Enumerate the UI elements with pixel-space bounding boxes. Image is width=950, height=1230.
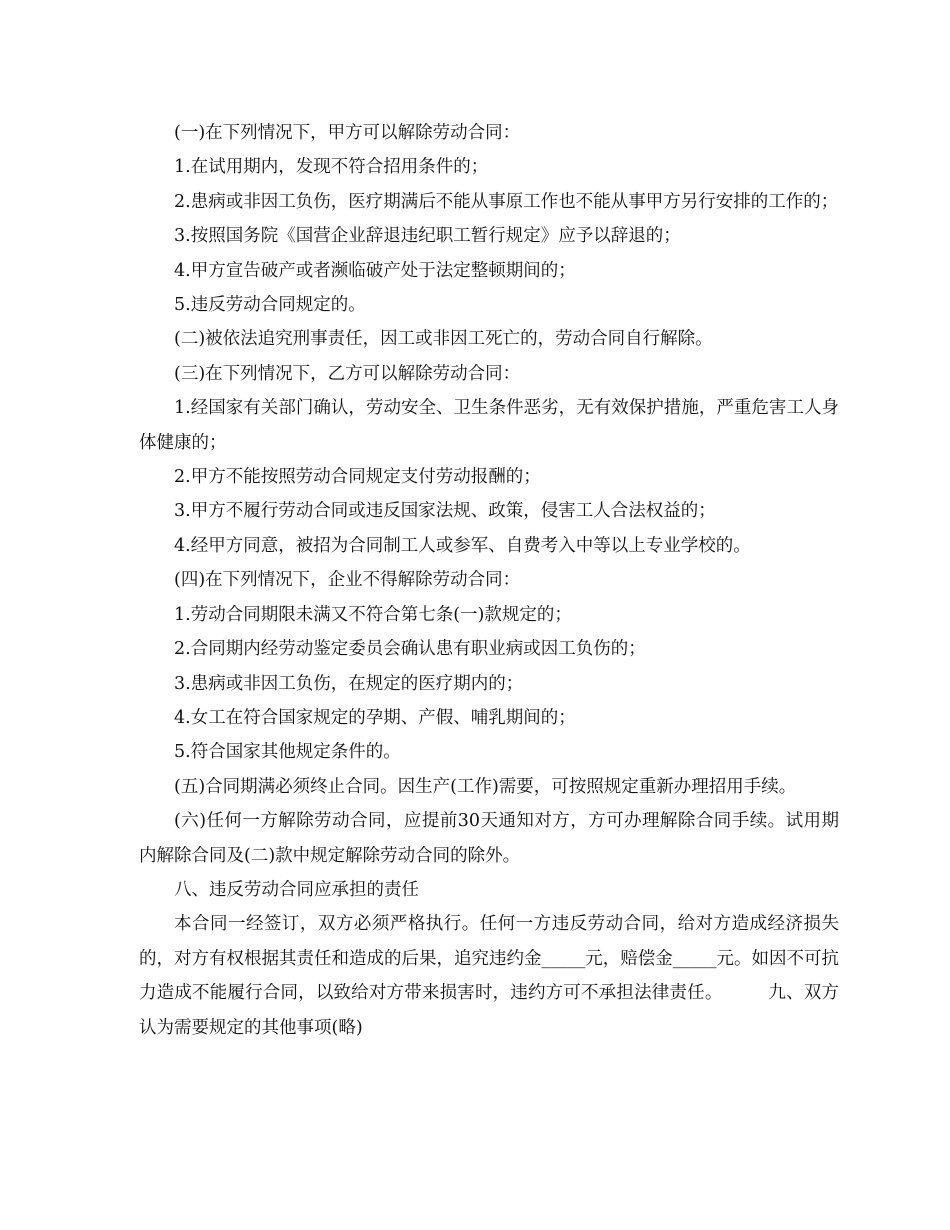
clause-3-item-1: 1.经国家有关部门确认，劳动安全、卫生条件恶劣，无有效保护措施，严重危害工人身体健康的；	[139, 398, 839, 453]
clause-5: (五)合同期满必须终止合同。因生产(工作)需要，可按照规定重新办理招用手续。	[174, 776, 797, 797]
clause-3-item-2: 2.甲方不能按照劳动合同规定支付劳动报酬的；	[174, 467, 541, 488]
clause-4-heading: (四)在下列情况下，企业不得解除劳动合同：	[174, 570, 521, 591]
clause-1-item-4: 4.甲方宣告破产或者濒临破产处于法定整顿期间的；	[174, 260, 576, 281]
clause-3-item-3: 3.甲方不履行劳动合同或违反国家法规、政策，侵害工人合法权益的；	[174, 501, 716, 522]
clause-4-item-4: 4.女工在符合国家规定的孕期、产假、哺乳期间的；	[174, 707, 576, 728]
clause-1-item-2: 2.患病或非因工负伤，医疗期满后不能从事原工作也不能从事甲方另行安排的工作的；	[174, 191, 839, 212]
section-8-heading: 八、违反劳动合同应承担的责任	[174, 879, 419, 900]
clause-3-item-4: 4.经甲方同意，被招为合同制工人或参军、自费考入中等以上专业学校的。	[174, 535, 751, 556]
clause-1-item-1: 1.在试用期内，发现不符合招用条件的；	[174, 157, 489, 178]
clause-1-item-3: 3.按照国务院《国营企业辞退违纪职工暂行规定》应予以辞退的；	[174, 226, 681, 247]
section-8-body: 本合同一经签订，双方必须严格执行。任何一方违反劳动合同，给对方造成经济损失的，对方有权根据其责任和造成的后果，追究违约金_____元，赔偿金_____元。如因不可抗力造成不能履行合同，以致给对方带来损害时，违约方可不承担法律责任。 九、双方认为需要规定的其他事项(略)	[139, 914, 839, 1038]
document-body	[139, 116, 839, 1045]
clause-4-item-1: 1.劳动合同期限未满又不符合第七条(一)款规定的；	[174, 604, 572, 625]
clause-2: (二)被依法追究刑事责任，因工或非因工死亡的，劳动合同自行解除。	[174, 329, 713, 350]
clause-4-item-2: 2.合同期内经劳动鉴定委员会确认患有职业病或因工负伤的；	[174, 639, 646, 660]
clause-3-heading: (三)在下列情况下，乙方可以解除劳动合同：	[174, 363, 521, 384]
clause-4-item-5: 5.符合国家其他规定条件的。	[174, 742, 401, 763]
clause-6: (六)任何一方解除劳动合同，应提前30天通知对方，方可办理解除合同手续。试用期内解除合同及(二)款中规定解除劳动合同的除外。	[139, 811, 839, 866]
clause-1-heading: (一)在下列情况下，甲方可以解除劳动合同：	[174, 123, 521, 143]
clause-4-item-3: 3.患病或非因工负伤，在规定的医疗期内的；	[174, 673, 524, 694]
clause-1-item-5: 5.违反劳动合同规定的。	[174, 295, 366, 316]
